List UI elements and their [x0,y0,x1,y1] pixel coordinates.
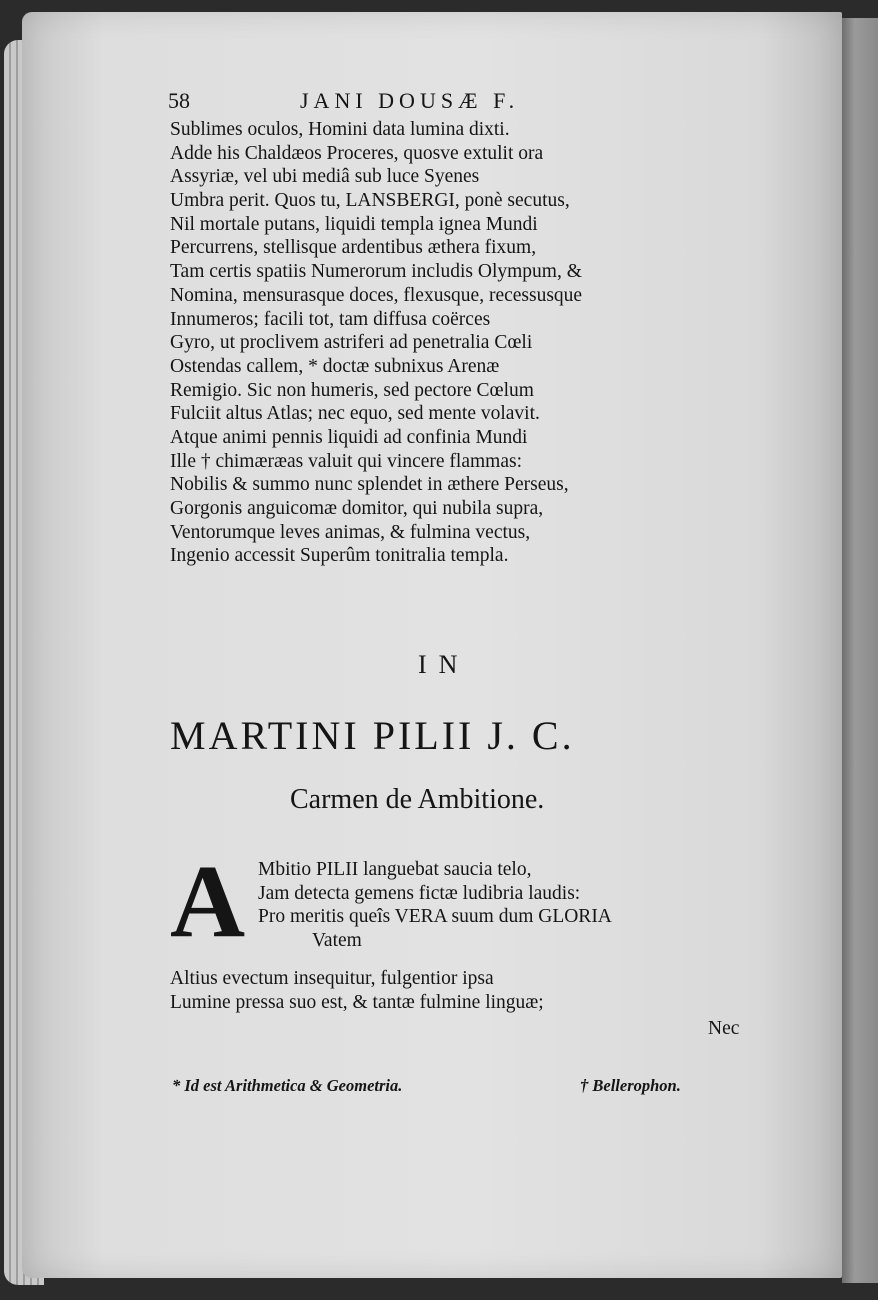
poem-opening-lines [258,858,778,953]
verse-line: Nil mortale putans, liquidi templa ignea Mundi [170,213,538,235]
catchword: Nec [708,1018,740,1039]
verse-block-top [170,118,790,568]
poem-lines [170,967,770,1014]
verse-line: Nomina, mensurasque doces, flexusque, recessusque [170,284,583,306]
verse-line: Adde his Chaldæos Proceres, quosve extulit ora [170,142,544,164]
footnote-asterisk: * Id est Arithmetica & Geometria. [172,1076,403,1095]
verse-line: Tam certis spatiis Numerorum includis Olympum, & [170,261,582,283]
verse-line: Altius evectum insequitur, fulgentior ipsa [170,968,494,989]
verse-line-runover: Vatem [312,930,362,952]
poem-title: MARTINI PILII J. C. [170,713,575,758]
verse-line: Pro meritis queîs VERA suum dum GLORIA [258,906,612,928]
verse-line: Ventorumque leves animas, & fulmina vectus, [170,521,531,543]
running-head-title: JANI DOUSÆ F. [300,88,520,113]
heading-in: IN [418,650,470,679]
poem-subtitle: Carmen de Ambitione. [290,784,545,815]
verse-line: Jam detecta gemens fictæ ludibria laudis: [258,882,581,904]
verse-line: Ostendas callem, * doctæ subnixus Arenæ [170,355,500,377]
verse-line: Assyriæ, vel ubi mediâ sub luce Syenes [170,166,480,188]
verse-line: Percurrens, stellisque ardentibus æthera fixum, [170,237,537,259]
page-number: 58 [168,88,190,113]
verse-line: Mbitio PILII languebat saucia telo, [258,859,532,880]
running-head [168,88,648,118]
verse-line: Gorgonis anguicomæ domitor, qui nubila supra, [170,498,544,519]
verse-line: Sublimes oculos, Homini data lumina dixti. [170,119,510,140]
verse-line: Nobilis & summo nunc splendet in æthere Perseus, [170,474,569,496]
verse-line: Fulciit altus Atlas; nec equo, sed mente volavit. [170,403,540,425]
verse-line: Umbra perit. Quos tu, LANSBERGI, ponè secutus, [170,190,570,212]
verse-line: Gyro, ut proclivem astriferi ad penetralia Cœli [170,332,533,354]
verse-line: Remigio. Sic non humeris, sed pectore Cœlum [170,379,534,401]
verse-line: Lumine pressa suo est, & tantæ fulmine linguæ; [170,991,544,1013]
verse-line: Ille † chimæræas valuit qui vincere flammas: [170,450,522,472]
drop-capital: A [170,844,246,959]
footnote-dagger: † Bellerophon. [580,1076,681,1095]
verse-line: Innumeros; facili tot, tam diffusa coërces [170,308,491,330]
verse-line: Atque animi pennis liquidi ad confinia Mundi [170,426,528,448]
verse-line: Ingenio accessit Superûm tonitralia templa. [170,545,509,567]
